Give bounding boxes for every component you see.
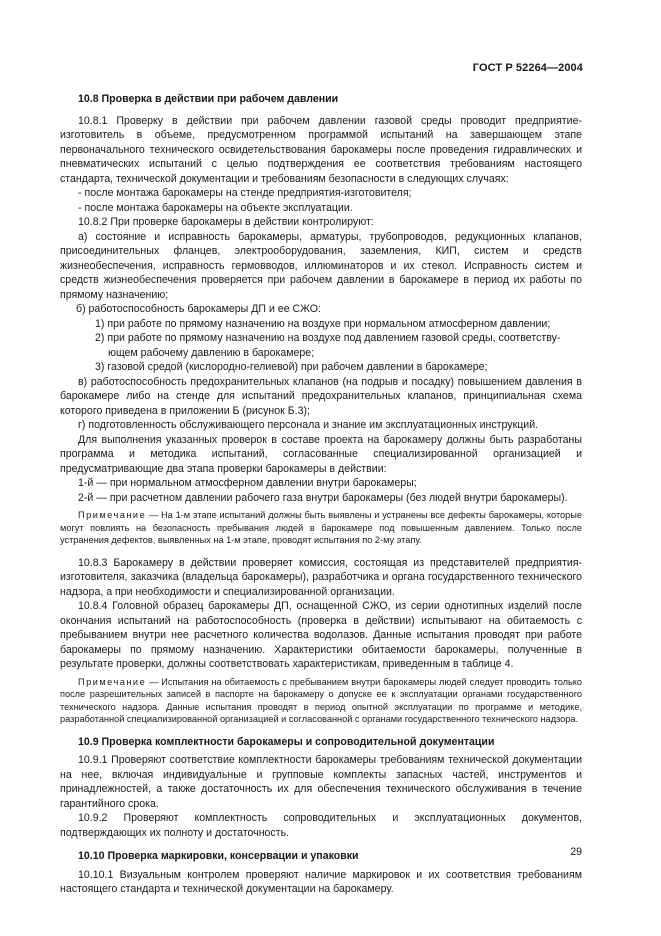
paragraph-10-8-4: 10.8.4 Головной образец барокамеры ДП, оснащенной СЖО, из серии однотипных изделий после окончания испытаний на работоспособность (проверка в действии) испытывают на обитаемость с пребыванием внутри нее расчетного количества водолазов. Данные испытания проводят при работе барокамеры по прямому назначению. Характеристики обитаемости барокамеры, полученные в результате проверки, должны соответствовать характеристикам, приведенным в таблице 4. (60, 600, 582, 670)
note-text: — Испытания на обитаемость с пребыванием внутри барокамеры людей следует проводить только после разрешительных записей в паспорте на барокамеру о допуске ее к эксплуатации органами государственного технического надзора. Данные испытания проводят в период опытной эксплуатации по программе и методике, разработанной специализированной организацией и согласованной с органами государственного технического надзора. (60, 676, 582, 724)
section-heading-10-10: 10.10 Проверка маркировки, консервации и упаковки (78, 850, 359, 862)
list-item-stage-2: 2-й — при расчетном давлении рабочего газа внутри барокамеры (без людей внутри барокамеры). (78, 491, 568, 504)
note-text: — На 1-м этапе испытаний должны быть выявлены и устранены все дефекты барокамеры, которые могут повлиять на безопасность пребывания людей в барокамере под повышенным давлением. Только после устранения дефектов, выявленных на 1-м этапе, проводят испытания по 2-му этапу. (60, 510, 582, 545)
list-item-g: г) подготовленность обслуживающего персонала и знание им эксплуатационных инструкций. (78, 419, 539, 431)
paragraph-10-8-1: 10.8.1 Проверку в действии при рабочем давлении газовой среды проводит предприятие-изготовитель в объеме, предусмотренном программой испытаний на завершающем этапе первоначального технического освидетельствования барокамеры после проведения гидравлических и пневматических испытаний с целью подтверждения ее соответствия требованиям настоящего стандарта, технической документации и требованиям безопасности в следующих случаях: (60, 114, 582, 185)
note-1 (60, 509, 582, 547)
list-item-b: б) работоспособность барокамеры ДП и ее СЖО: (76, 303, 321, 315)
paragraph-10-9-2: 10.9.2 Проверяют комплектность сопроводительных и эксплуатационных документов, подтверждающих их полноту и достаточность. (60, 812, 582, 839)
list-item-stage-1: 1-й — при нормальном атмосферном давлении внутри барокамеры; (78, 477, 417, 489)
list-item-case-1: - после монтажа барокамеры на стенде предприятия-изготовителя; (78, 187, 412, 199)
paragraph-program: Для выполнения указанных проверок в составе проекта на барокамеру должны быть разработаны программа и методика испытаний, согласованные специализированной организацией и предусматривающие два этапа проверки барокамеры в действии: (60, 433, 582, 475)
paragraph-10-9-1: 10.9.1 Проверяют соответствие комплектности барокамеры требованиям технической документации на нее, включая индивидуальные и групповые комплекты запасных частей, инструментов и принадлежностей, а также достаточность их для обеспечения технического обслуживания в течение гарантийного срока. (60, 754, 582, 810)
section-heading-10-9: 10.9 Проверка комплектности барокамеры и сопроводительной документации (78, 735, 495, 748)
note-2 (60, 676, 582, 726)
note-label: Примечание (78, 510, 147, 520)
list-item-b-2: 2) при работе по прямому назначению на воздухе под давлением газовой среды, соответству- (95, 332, 561, 344)
list-item-b-2-cont: ющем рабочему давлению в барокамере; (108, 346, 315, 359)
section-heading-10-8: 10.8 Проверка в действии при рабочем давлении (78, 93, 339, 105)
standard-header: ГОСТ Р 52264—2004 (472, 62, 583, 74)
paragraph-10-10-1: 10.10.1 Визуальным контролем проверяют наличие маркировок и их соответствия требованиям настоящего стандарта и технической документации на барокамеру. (60, 868, 582, 895)
list-item-b-1: 1) при работе по прямому назначению на воздухе при нормальном атмосферном давлении; (95, 317, 551, 330)
paragraph-10-8-2: 10.8.2 При проверке барокамеры в действии контролируют: (78, 216, 374, 228)
list-item-b-3: 3) газовой средой (кислородно-гелиевой) при рабочем давлении в барокамере; (95, 361, 488, 373)
list-item-v: в) работоспособность предохранительных клапанов (на подрыв и посадку) повышением давления в барокамере либо на стенде для испытаний предохранительных клапанов, принципиальная схема которого приведена в приложении Б (рисунок Б.3); (60, 375, 582, 417)
page-number: 29 (570, 846, 582, 858)
list-item-a: а) состояние и исправность барокамеры, арматуры, трубопроводов, редукционных клапанов, присоединительных фланцев, электрооборудования, заземления, КИП, систем и средств жизнеобеспечения, исправность гермовводов, иллюминаторов и их стекол. Исправность систем и средств жизнеобеспечения проверяется при рабочем давлении в барокамере в период их работы по прямому назначению; (60, 230, 582, 301)
note-label: Примечание (78, 676, 147, 687)
list-item-case-2: - после монтажа барокамеры на объекте эксплуатации. (78, 201, 353, 214)
paragraph-10-8-3: 10.8.3 Барокамеру в действии проверяет комиссия, состоящая из представителей предприятия-изготовителя, заказчика (владельца барокамеры), разработчика и органа государственного технического надзора, а при необходимости и специализированной организации. (60, 556, 582, 598)
page-body (60, 92, 582, 897)
